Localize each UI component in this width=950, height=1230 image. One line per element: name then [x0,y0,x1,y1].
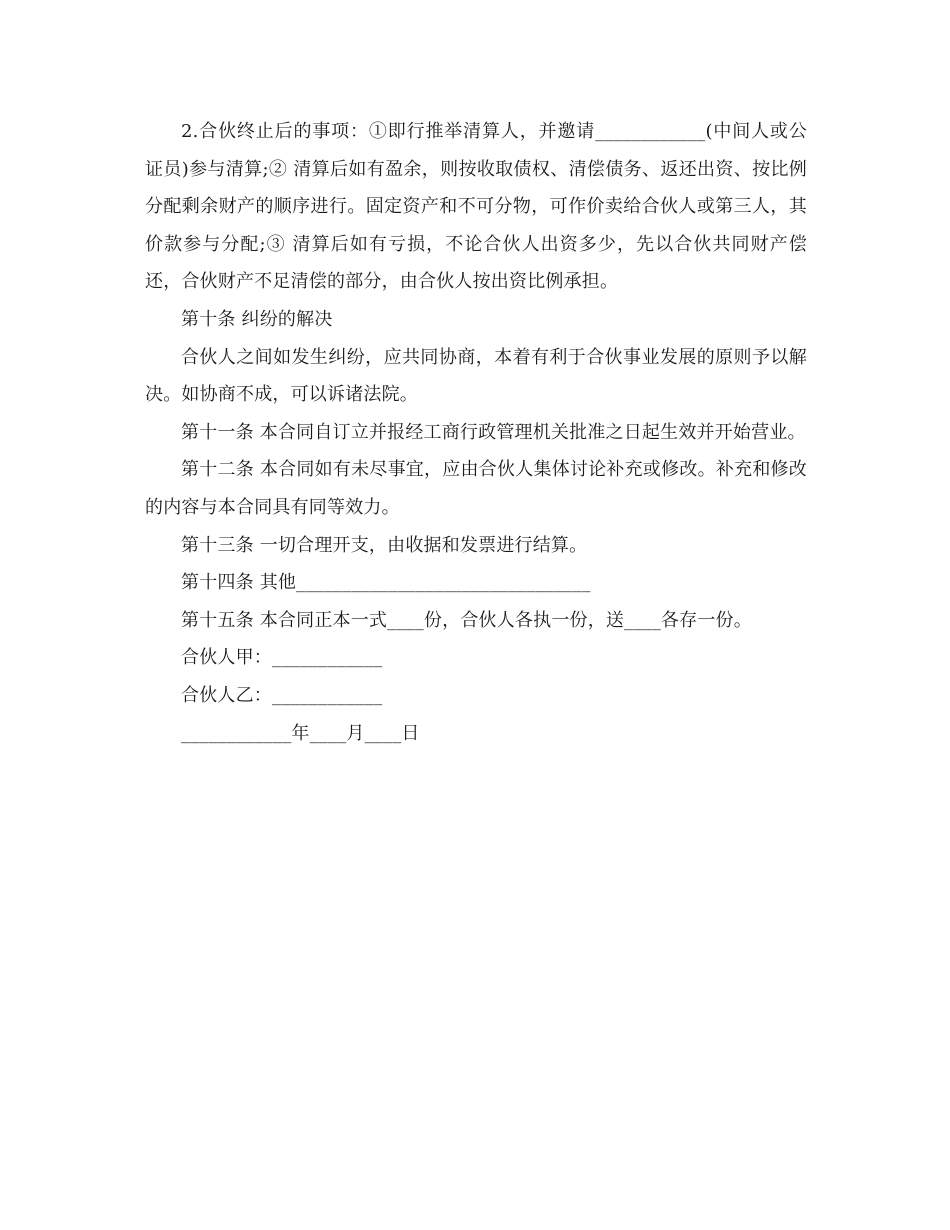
signature-partner-a: 合伙人甲：____________ [181,647,383,669]
document-body [145,113,807,752]
signature-date: ____________年____月____日 [181,722,420,744]
clause-12: 第十二条 本合同如有未尽事宜，应由合伙人集体讨论补充或修改。补充和修改的内容与本合同具有同等效力。 [145,459,807,518]
clause-15: 第十五条 本合同正本一式____份，合伙人各执一份，送____各存一份。 [181,609,752,631]
clause-dissolution-matters: 2.合伙终止后的事项：①即行推举清算人，并邀请____________(中间人或公证员)参与清算;② 清算后如有盈余，则按收取债权、清偿债务、返还出资、按比例分配剩余财产的顺序进行。固定资产和不可分物，可作价卖给合伙人或第三人，其价款参与分配;③ 清算后如有亏损，不论合伙人出资多少，先以合伙共同财产偿还，合伙财产不足清偿的部分，由合伙人按出资比例承担。 [145,121,807,293]
clause-11: 第十一条 本合同自订立并报经工商行政管理机关批准之日起生效并开始营业。 [181,421,806,443]
clause-10-heading: 第十条 纠纷的解决 [181,308,333,330]
signature-partner-b: 合伙人乙：____________ [181,684,383,706]
clause-13: 第十三条 一切合理开支，由收据和发票进行结算。 [181,534,588,556]
clause-10-body: 合伙人之间如发生纠纷，应共同协商，本着有利于合伙事业发展的原则予以解决。如协商不成，可以诉诸法院。 [145,346,807,406]
clause-14: 第十四条 其他________________________________ [181,572,591,594]
